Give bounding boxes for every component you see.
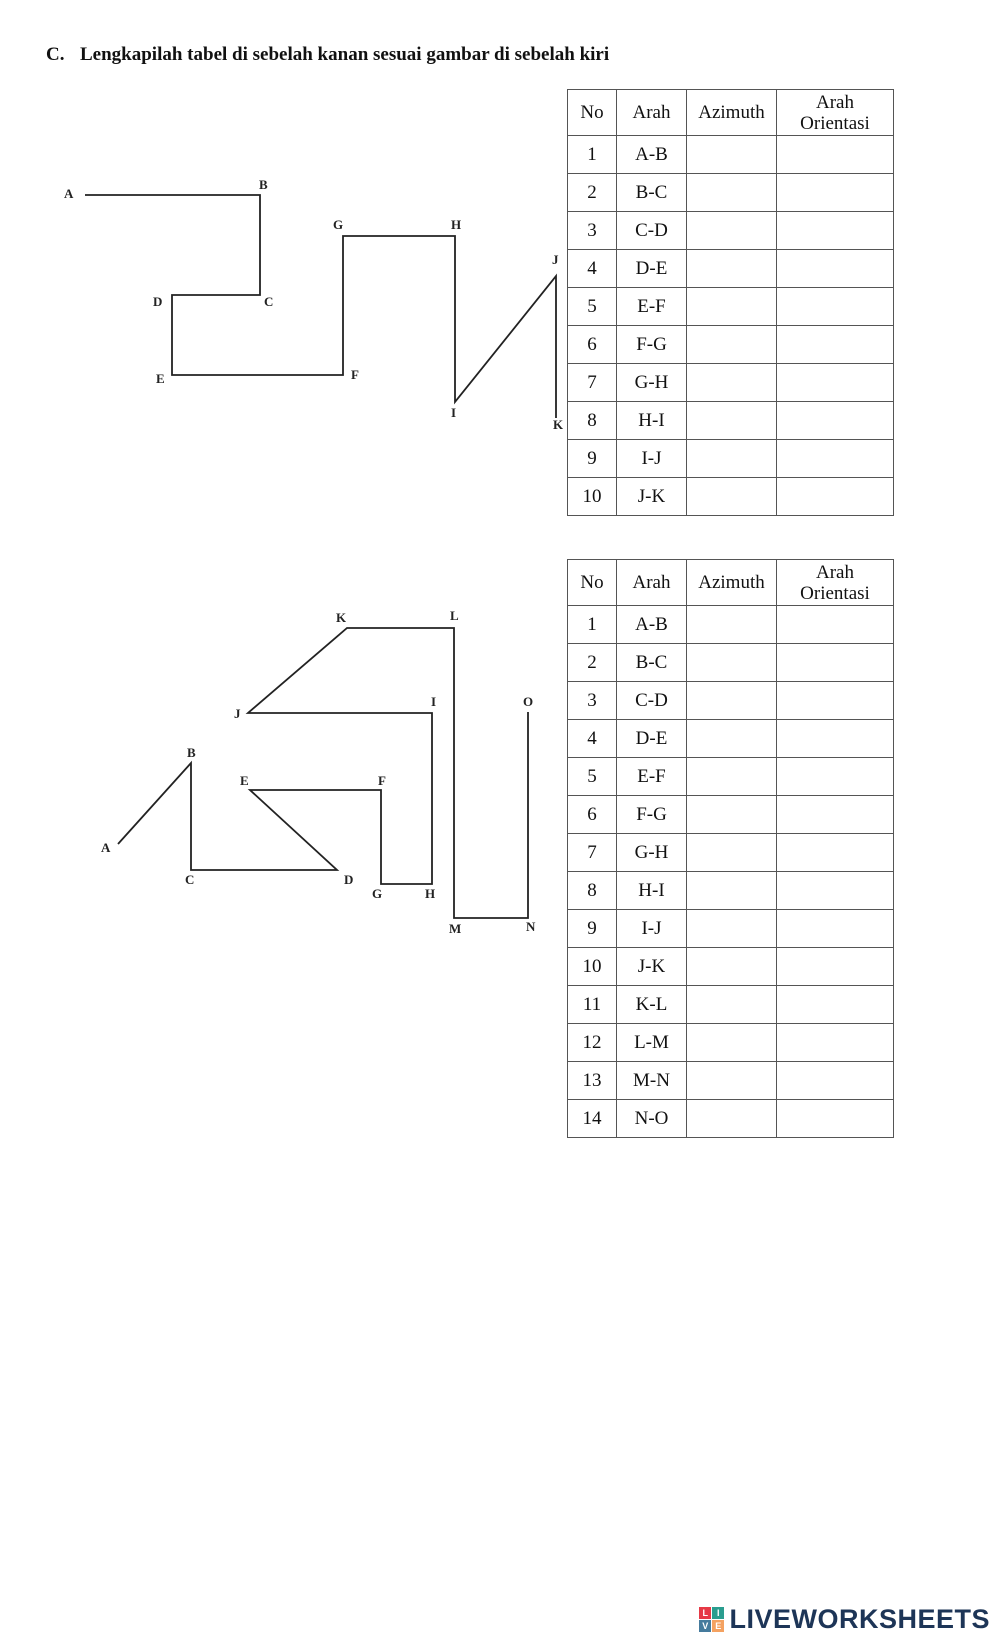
figure-1-label-d: D	[153, 294, 163, 309]
row-number: 6	[568, 326, 617, 364]
row-number: 3	[568, 212, 617, 250]
table-row	[568, 720, 894, 758]
table-row	[568, 1100, 894, 1138]
orientation-answer-cell[interactable]	[777, 478, 894, 516]
table-row	[568, 1062, 894, 1100]
column-header-arah-orientasi	[777, 560, 894, 606]
figure-1-label-e: E	[156, 371, 165, 386]
row-segment: C-D	[617, 212, 687, 250]
table-1	[567, 89, 894, 516]
figure-2-label-d: D	[344, 872, 354, 887]
table-2	[567, 559, 894, 1138]
row-number: 7	[568, 364, 617, 402]
figure-2-label-o: O	[523, 694, 534, 709]
orientation-answer-cell[interactable]	[777, 1100, 894, 1138]
azimuth-answer-cell[interactable]	[687, 288, 777, 326]
table-row	[568, 136, 894, 174]
figure-1-label-a: A	[64, 186, 74, 201]
table-1-body	[568, 136, 894, 516]
orientation-answer-cell[interactable]	[777, 948, 894, 986]
azimuth-answer-cell[interactable]	[687, 948, 777, 986]
row-segment: N-O	[617, 1100, 687, 1138]
orientation-answer-cell[interactable]	[777, 606, 894, 644]
row-segment: A-B	[617, 606, 687, 644]
row-segment: B-C	[617, 644, 687, 682]
row-number: 10	[568, 478, 617, 516]
row-number: 1	[568, 606, 617, 644]
row-segment: J-K	[617, 478, 687, 516]
logo-mark-tile: E	[712, 1620, 724, 1632]
figure-2-label-a: A	[101, 840, 111, 855]
row-number: 2	[568, 174, 617, 212]
azimuth-answer-cell[interactable]	[687, 720, 777, 758]
orientation-answer-cell[interactable]	[777, 1062, 894, 1100]
row-number: 5	[568, 288, 617, 326]
table-row	[568, 758, 894, 796]
table-row	[568, 478, 894, 516]
row-segment: H-I	[617, 402, 687, 440]
orientation-answer-cell[interactable]	[777, 910, 894, 948]
table-row	[568, 872, 894, 910]
orientation-answer-cell[interactable]	[777, 212, 894, 250]
azimuth-answer-cell[interactable]	[687, 796, 777, 834]
azimuth-answer-cell[interactable]	[687, 364, 777, 402]
figure-2-label-b: B	[187, 745, 196, 760]
figure-2-label-m: M	[449, 921, 462, 936]
figure-2-label-l: L	[450, 608, 459, 623]
row-segment: B-C	[617, 174, 687, 212]
row-segment: L-M	[617, 1024, 687, 1062]
azimuth-answer-cell[interactable]	[687, 402, 777, 440]
header-orientasi-line-2: Orientasi	[800, 582, 870, 604]
table-row	[568, 986, 894, 1024]
row-segment: J-K	[617, 948, 687, 986]
section-letter: C.	[46, 44, 65, 65]
figure-2-label-c: C	[185, 872, 195, 887]
row-segment: F-G	[617, 326, 687, 364]
azimuth-answer-cell[interactable]	[687, 212, 777, 250]
orientation-answer-cell[interactable]	[777, 796, 894, 834]
figure-1-label-f: F	[351, 367, 359, 382]
liveworksheets-logo	[699, 1604, 990, 1635]
table-row	[568, 606, 894, 644]
azimuth-answer-cell[interactable]	[687, 606, 777, 644]
column-header-no: No	[568, 560, 617, 606]
table-row	[568, 364, 894, 402]
orientation-answer-cell[interactable]	[777, 326, 894, 364]
orientation-answer-cell[interactable]	[777, 402, 894, 440]
header-orientasi-line-1: Arah	[816, 561, 854, 583]
orientation-answer-cell[interactable]	[777, 758, 894, 796]
row-number: 9	[568, 910, 617, 948]
azimuth-answer-cell[interactable]	[687, 1024, 777, 1062]
azimuth-answer-cell[interactable]	[687, 478, 777, 516]
column-header-azimuth: Azimuth	[687, 560, 777, 606]
row-number: 4	[568, 720, 617, 758]
figure-2-label-f: F	[378, 773, 386, 788]
azimuth-answer-cell[interactable]	[687, 326, 777, 364]
orientation-answer-cell[interactable]	[777, 250, 894, 288]
figure-2-label-h: H	[425, 886, 436, 901]
logo-text: LIVEWORKSHEETS	[729, 1604, 990, 1634]
row-number: 13	[568, 1062, 617, 1100]
column-header-arah-orientasi	[777, 90, 894, 136]
figure-1-label-b: B	[259, 177, 268, 192]
table-row	[568, 796, 894, 834]
azimuth-answer-cell[interactable]	[687, 136, 777, 174]
liveworksheets-logo-icon	[699, 1607, 724, 1632]
row-number: 3	[568, 682, 617, 720]
orientation-answer-cell[interactable]	[777, 288, 894, 326]
table-row	[568, 644, 894, 682]
orientation-answer-cell[interactable]	[777, 644, 894, 682]
table-row	[568, 910, 894, 948]
table-row	[568, 288, 894, 326]
figure-2-label-i: I	[431, 694, 437, 709]
column-header-arah: Arah	[617, 90, 687, 136]
orientation-answer-cell[interactable]	[777, 872, 894, 910]
instruction-heading	[46, 44, 609, 66]
row-segment: G-H	[617, 834, 687, 872]
orientation-answer-cell[interactable]	[777, 720, 894, 758]
instruction-text: Lengkapilah tabel di sebelah kanan sesuai gambar di sebelah kiri	[80, 44, 610, 65]
row-segment: F-G	[617, 796, 687, 834]
table-row	[568, 948, 894, 986]
logo-mark-tile: I	[712, 1607, 724, 1619]
column-header-azimuth: Azimuth	[687, 90, 777, 136]
azimuth-answer-cell[interactable]	[687, 1100, 777, 1138]
row-number: 2	[568, 644, 617, 682]
azimuth-answer-cell[interactable]	[687, 644, 777, 682]
column-header-arah: Arah	[617, 560, 687, 606]
figure-1-label-i: I	[451, 405, 457, 420]
orientation-answer-cell[interactable]	[777, 986, 894, 1024]
row-segment: D-E	[617, 720, 687, 758]
figure-2-label-k: K	[336, 610, 347, 625]
table-row	[568, 212, 894, 250]
table-row	[568, 440, 894, 478]
table-1-header-row	[568, 90, 894, 136]
table-row	[568, 682, 894, 720]
row-number: 7	[568, 834, 617, 872]
table-2-header-row	[568, 560, 894, 606]
row-segment: I-J	[617, 910, 687, 948]
logo-mark-tile: L	[699, 1607, 711, 1619]
figure-1-label-g: G	[333, 217, 344, 232]
orientation-answer-cell[interactable]	[777, 834, 894, 872]
figure-1-label-k: K	[553, 417, 564, 432]
azimuth-answer-cell[interactable]	[687, 910, 777, 948]
row-segment: H-I	[617, 872, 687, 910]
table-2-body	[568, 606, 894, 1138]
figure-1-label-h: H	[451, 217, 462, 232]
figure-1-path-diagram	[0, 170, 566, 440]
orientation-answer-cell[interactable]	[777, 682, 894, 720]
row-number: 9	[568, 440, 617, 478]
row-segment: K-L	[617, 986, 687, 1024]
figure-1-label-j: J	[552, 252, 559, 267]
figure-2-label-g: G	[372, 886, 383, 901]
row-number: 8	[568, 402, 617, 440]
orientation-answer-cell[interactable]	[777, 364, 894, 402]
figure-2-label-e: E	[240, 773, 249, 788]
azimuth-answer-cell[interactable]	[687, 986, 777, 1024]
row-number: 12	[568, 1024, 617, 1062]
orientation-answer-cell[interactable]	[777, 136, 894, 174]
row-number: 6	[568, 796, 617, 834]
figure-2-path-diagram	[0, 600, 566, 940]
row-segment: A-B	[617, 136, 687, 174]
row-segment: D-E	[617, 250, 687, 288]
column-header-no: No	[568, 90, 617, 136]
row-number: 8	[568, 872, 617, 910]
row-segment: M-N	[617, 1062, 687, 1100]
figure-2-traverse-line	[118, 628, 528, 918]
table-row	[568, 174, 894, 212]
row-number: 10	[568, 948, 617, 986]
row-number: 5	[568, 758, 617, 796]
azimuth-answer-cell[interactable]	[687, 250, 777, 288]
azimuth-answer-cell[interactable]	[687, 834, 777, 872]
header-orientasi-line-1: Arah	[816, 91, 854, 113]
row-segment: I-J	[617, 440, 687, 478]
azimuth-answer-cell[interactable]	[687, 440, 777, 478]
logo-mark-tile: V	[699, 1620, 711, 1632]
table-row	[568, 326, 894, 364]
figure-2-label-n: N	[526, 919, 536, 934]
row-segment: E-F	[617, 288, 687, 326]
figure-2-label-j: J	[234, 706, 241, 721]
orientation-answer-cell[interactable]	[777, 440, 894, 478]
azimuth-answer-cell[interactable]	[687, 872, 777, 910]
table-row	[568, 402, 894, 440]
orientation-answer-cell[interactable]	[777, 1024, 894, 1062]
figure-1-label-c: C	[264, 294, 274, 309]
row-number: 11	[568, 986, 617, 1024]
header-orientasi-line-2: Orientasi	[800, 112, 870, 134]
row-number: 14	[568, 1100, 617, 1138]
row-segment: E-F	[617, 758, 687, 796]
table-row	[568, 1024, 894, 1062]
table-row	[568, 250, 894, 288]
row-segment: C-D	[617, 682, 687, 720]
row-segment: G-H	[617, 364, 687, 402]
azimuth-answer-cell[interactable]	[687, 758, 777, 796]
azimuth-answer-cell[interactable]	[687, 682, 777, 720]
row-number: 1	[568, 136, 617, 174]
azimuth-answer-cell[interactable]	[687, 1062, 777, 1100]
row-number: 4	[568, 250, 617, 288]
table-row	[568, 834, 894, 872]
azimuth-answer-cell[interactable]	[687, 174, 777, 212]
orientation-answer-cell[interactable]	[777, 174, 894, 212]
